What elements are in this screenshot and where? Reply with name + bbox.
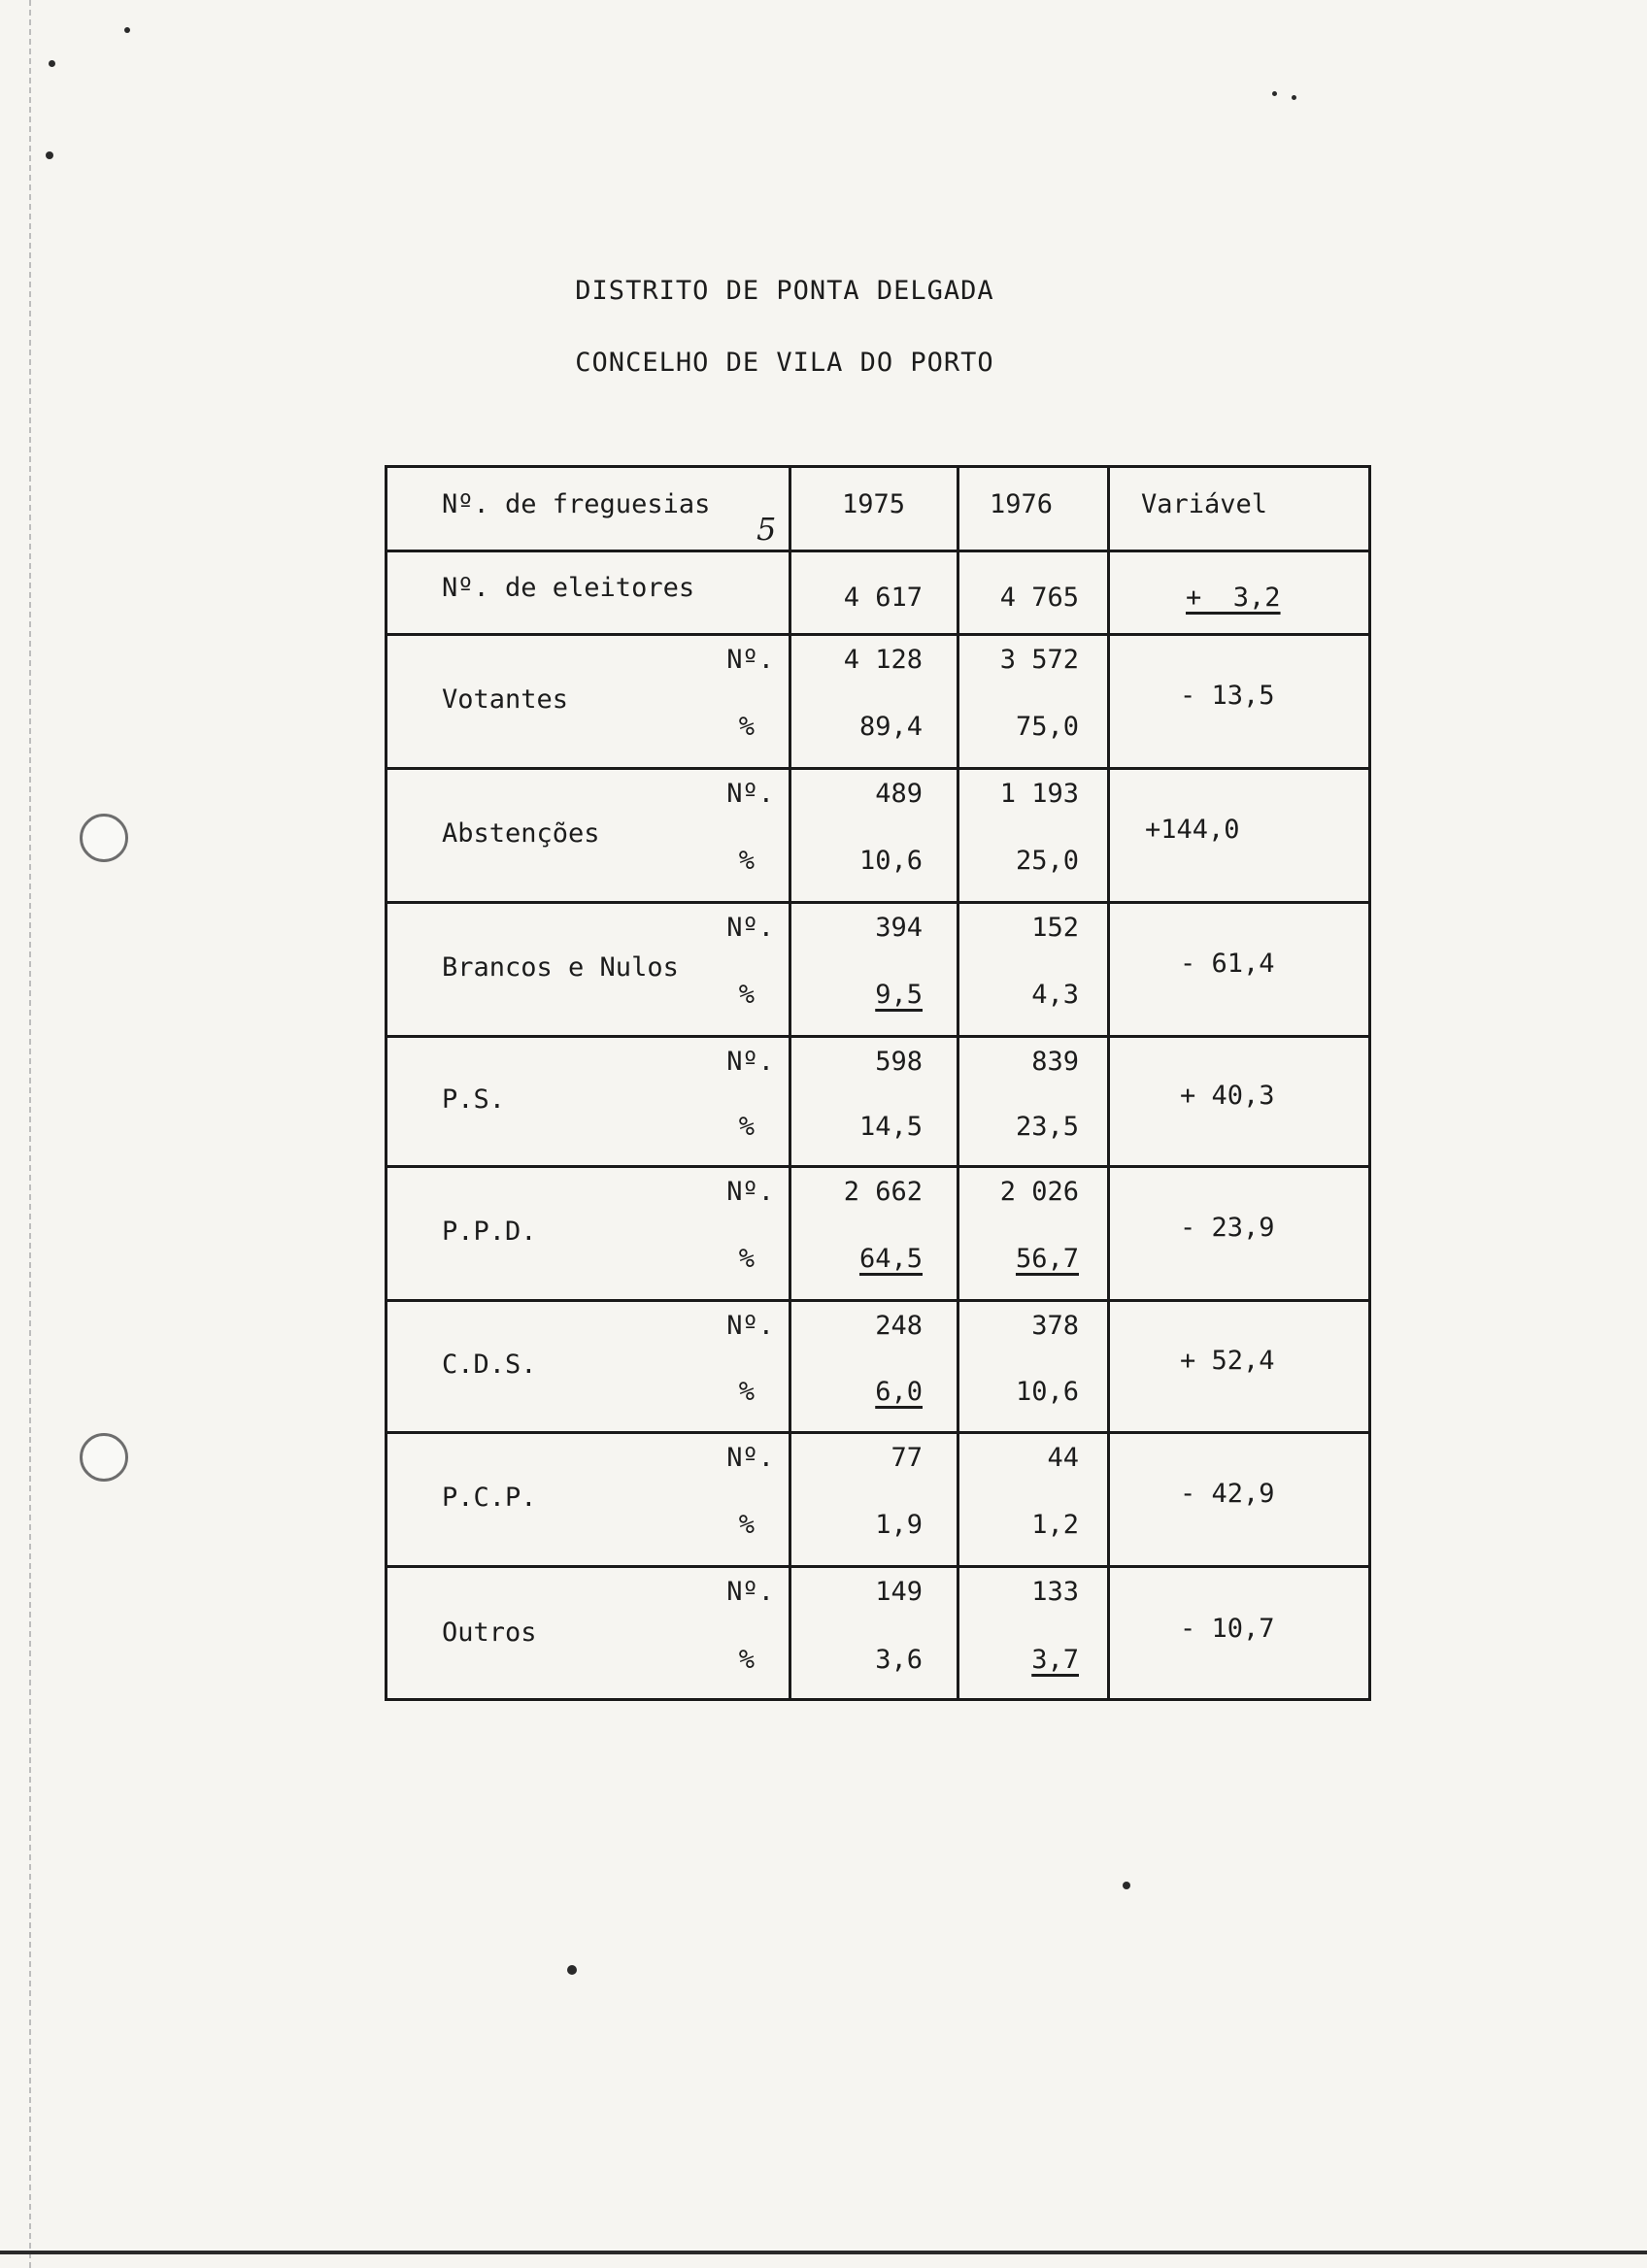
header-variation: Variável — [1141, 489, 1268, 519]
row-variation: + 52,4 — [1180, 1346, 1275, 1376]
value-1975-percent: 6,0 — [875, 1377, 923, 1407]
col-divider — [1107, 468, 1110, 1698]
row-percent-label: % — [738, 980, 755, 1010]
bottom-rule — [0, 2251, 1647, 2254]
row-divider — [387, 550, 1368, 552]
row-divider — [387, 1431, 1368, 1434]
value-1976-number: 1 193 — [999, 779, 1079, 809]
speck — [1292, 95, 1296, 100]
row-divider — [387, 767, 1368, 770]
row-percent-label: % — [738, 1645, 755, 1675]
value-1975-number: 489 — [875, 779, 923, 809]
value-1976-percent: 56,7 — [1015, 1244, 1079, 1274]
row-number-label: Nº. — [726, 1311, 774, 1341]
value-1976-percent: 1,2 — [1031, 1510, 1079, 1540]
value-1975-percent: 1,9 — [875, 1510, 923, 1540]
value-1975-number: 4 128 — [843, 645, 923, 675]
header-year-1976: 1976 — [990, 489, 1054, 519]
registered-voters-variation: + 3,2 — [1186, 583, 1281, 613]
row-variation: - 13,5 — [1180, 681, 1275, 711]
registered-voters-1975: 4 617 — [843, 583, 923, 613]
row-percent-label: % — [738, 846, 755, 876]
row-divider — [387, 1165, 1368, 1168]
row-divider — [387, 633, 1368, 636]
value-1975-number: 248 — [875, 1311, 923, 1341]
row-percent-label: % — [738, 1244, 755, 1274]
row-label: P.C.P. — [442, 1483, 537, 1513]
value-1975-percent: 14,5 — [858, 1112, 923, 1142]
header-parishes-label: Nº. de freguesias — [442, 489, 711, 519]
value-1975-number: 598 — [875, 1047, 923, 1077]
speck — [1272, 91, 1277, 96]
row-divider — [387, 901, 1368, 904]
election-results-table — [385, 465, 1371, 1701]
row-variation: - 42,9 — [1180, 1479, 1275, 1509]
row-variation: - 23,9 — [1180, 1213, 1275, 1243]
value-1975-percent: 3,6 — [875, 1645, 923, 1675]
row-number-label: Nº. — [726, 1443, 774, 1473]
value-1976-number: 44 — [1047, 1443, 1079, 1473]
value-1975-number: 394 — [875, 913, 923, 943]
value-1976-number: 2 026 — [999, 1177, 1079, 1207]
value-1976-number: 839 — [1031, 1047, 1079, 1077]
value-1975-percent: 9,5 — [875, 980, 923, 1010]
value-1975-percent: 10,6 — [858, 846, 923, 876]
row-label: Outros — [442, 1618, 537, 1648]
value-1976-number: 133 — [1031, 1577, 1079, 1607]
row-variation: - 61,4 — [1180, 949, 1275, 979]
page-left-edge — [29, 0, 31, 2268]
row-percent-label: % — [738, 1112, 755, 1142]
row-number-label: Nº. — [726, 1577, 774, 1607]
speck — [124, 27, 130, 33]
value-1975-number: 149 — [875, 1577, 923, 1607]
value-1976-percent: 25,0 — [1015, 846, 1079, 876]
row-number-label: Nº. — [726, 779, 774, 809]
speck — [46, 151, 53, 159]
value-1975-number: 2 662 — [843, 1177, 923, 1207]
row-divider — [387, 1035, 1368, 1038]
value-1975-percent: 64,5 — [858, 1244, 923, 1274]
value-1976-number: 3 572 — [999, 645, 1079, 675]
row-number-label: Nº. — [726, 645, 774, 675]
value-1976-percent: 10,6 — [1015, 1377, 1079, 1407]
row-number-label: Nº. — [726, 1047, 774, 1077]
row-percent-label: % — [738, 1377, 755, 1407]
value-1976-percent: 23,5 — [1015, 1112, 1079, 1142]
registered-voters-1976: 4 765 — [999, 583, 1079, 613]
parishes-count: 5 — [756, 511, 777, 548]
registered-voters-label: Nº. de eleitores — [442, 573, 695, 603]
row-label: Abstenções — [442, 818, 600, 849]
binder-hole-bottom — [80, 1433, 128, 1482]
county-title: CONCELHO DE VILA DO PORTO — [575, 348, 994, 378]
row-label: C.D.S. — [442, 1350, 537, 1380]
value-1976-number: 152 — [1031, 913, 1079, 943]
row-percent-label: % — [738, 712, 755, 742]
row-label: P.S. — [442, 1084, 506, 1115]
row-percent-label: % — [738, 1510, 755, 1540]
speck — [49, 60, 55, 67]
speck — [1123, 1882, 1130, 1889]
row-variation: +144,0 — [1145, 815, 1240, 845]
district-title: DISTRITO DE PONTA DELGADA — [575, 276, 994, 306]
speck — [567, 1965, 577, 1975]
row-variation: - 10,7 — [1180, 1614, 1275, 1644]
row-number-label: Nº. — [726, 913, 774, 943]
row-number-label: Nº. — [726, 1177, 774, 1207]
row-variation: + 40,3 — [1180, 1081, 1275, 1111]
value-1976-percent: 4,3 — [1031, 980, 1079, 1010]
value-1976-number: 378 — [1031, 1311, 1079, 1341]
binder-hole-top — [80, 814, 128, 862]
row-divider — [387, 1565, 1368, 1568]
row-label: P.P.D. — [442, 1217, 537, 1247]
row-divider — [387, 1299, 1368, 1302]
row-label: Brancos e Nulos — [442, 952, 679, 983]
value-1976-percent: 75,0 — [1015, 712, 1079, 742]
value-1975-number: 77 — [891, 1443, 923, 1473]
header-year-1975: 1975 — [842, 489, 906, 519]
row-label: Votantes — [442, 684, 569, 715]
value-1976-percent: 3,7 — [1031, 1645, 1079, 1675]
value-1975-percent: 89,4 — [858, 712, 923, 742]
